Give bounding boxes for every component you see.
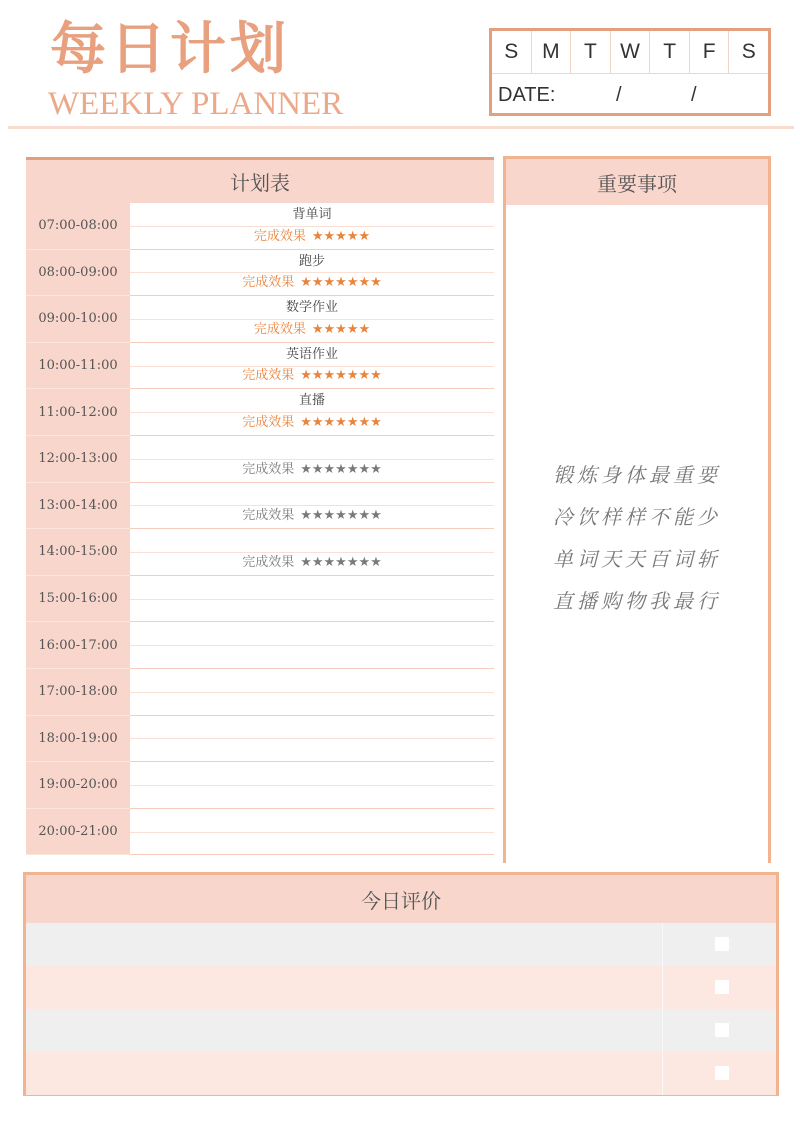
important-notes — [506, 454, 768, 622]
weekday-3[interactable]: W — [611, 31, 651, 73]
evaluation-title: 今日评价 — [26, 875, 776, 923]
time-slot: 07:00-08:00 — [26, 203, 130, 250]
rating-label: 完成效果 — [253, 228, 306, 244]
date-separator-2: / — [691, 84, 697, 106]
plan-row — [26, 250, 494, 297]
evaluation-row[interactable] — [26, 1009, 776, 1052]
evaluation-row[interactable] — [26, 923, 776, 966]
task-cell[interactable] — [130, 669, 494, 716]
completion-rating — [130, 460, 494, 480]
column-divider — [662, 1009, 663, 1052]
row-divider — [130, 738, 494, 739]
weekday-1[interactable]: M — [532, 31, 572, 73]
star-rating-icon[interactable]: ★★★★★ — [311, 321, 371, 337]
evaluation-row[interactable] — [26, 966, 776, 1009]
task-name: 英语作业 — [285, 346, 338, 362]
date-separator-1: / — [616, 84, 622, 106]
important-panel — [503, 156, 771, 863]
date-label: DATE: — [498, 84, 556, 106]
column-divider — [662, 1052, 663, 1095]
checkbox-icon[interactable] — [715, 1066, 729, 1080]
plan-row — [26, 296, 494, 343]
plan-row — [26, 529, 494, 576]
checkbox-icon[interactable] — [715, 980, 729, 994]
completion-rating — [130, 506, 494, 526]
time-slot: 15:00-16:00 — [26, 576, 130, 623]
task-cell[interactable] — [130, 250, 494, 297]
time-slot: 19:00-20:00 — [26, 762, 130, 809]
weekday-5[interactable]: F — [690, 31, 730, 73]
plan-row — [26, 576, 494, 623]
page-title: 每日计划 — [50, 16, 290, 82]
rating-label: 完成效果 — [242, 275, 295, 291]
star-rating-icon[interactable]: ★★★★★★★ — [300, 508, 382, 524]
task-name: 直播 — [298, 393, 325, 409]
time-slot: 16:00-17:00 — [26, 622, 130, 669]
time-slot: 13:00-14:00 — [26, 483, 130, 530]
task-cell[interactable] — [130, 716, 494, 763]
page-subtitle: WEEKLY PLANNER — [48, 86, 344, 122]
column-divider — [662, 966, 663, 1009]
important-note: 冷饮样样不能少 — [553, 505, 721, 529]
star-rating-icon[interactable]: ★★★★★★★ — [300, 414, 382, 430]
weekday-4[interactable]: T — [650, 31, 690, 73]
star-rating-icon[interactable]: ★★★★★ — [311, 228, 371, 244]
row-divider — [130, 692, 494, 693]
checkbox-icon[interactable] — [715, 1023, 729, 1037]
plan-row — [26, 762, 494, 809]
task-cell[interactable] — [130, 343, 494, 390]
evaluation-rows — [26, 923, 776, 1095]
completion-rating — [130, 413, 494, 433]
task-cell[interactable] — [130, 203, 494, 250]
star-rating-icon[interactable]: ★★★★★★★ — [300, 368, 382, 384]
task-cell[interactable] — [130, 529, 494, 576]
important-note: 直播购物我最行 — [553, 589, 721, 613]
task-cell[interactable] — [130, 389, 494, 436]
plan-row — [26, 203, 494, 250]
checkbox-icon[interactable] — [715, 937, 729, 951]
rating-label: 完成效果 — [242, 368, 295, 384]
important-note: 单词天天百词斩 — [553, 547, 721, 571]
completion-rating — [130, 227, 494, 247]
completion-rating — [130, 273, 494, 293]
row-divider — [130, 785, 494, 786]
task-name: 数学作业 — [285, 300, 338, 316]
header-divider — [8, 126, 794, 129]
time-slot: 20:00-21:00 — [26, 809, 130, 856]
time-slot: 18:00-19:00 — [26, 716, 130, 763]
rating-label: 完成效果 — [242, 554, 295, 570]
rating-label: 完成效果 — [242, 461, 295, 477]
weekday-0[interactable]: S — [492, 31, 532, 73]
task-cell[interactable] — [130, 762, 494, 809]
completion-rating — [130, 320, 494, 340]
weekday-2[interactable]: T — [571, 31, 611, 73]
weekday-6[interactable]: S — [741, 40, 756, 63]
time-slot: 14:00-15:00 — [26, 529, 130, 576]
row-divider — [130, 832, 494, 833]
row-divider — [130, 599, 494, 600]
plan-row — [26, 669, 494, 716]
evaluation-row[interactable] — [26, 1052, 776, 1095]
plan-row — [26, 343, 494, 390]
row-divider — [130, 645, 494, 646]
rating-label: 完成效果 — [242, 508, 295, 524]
weekday-row — [492, 31, 768, 74]
time-slot: 11:00-12:00 — [26, 389, 130, 436]
task-name: 背单词 — [292, 207, 332, 222]
task-cell[interactable] — [130, 436, 494, 483]
plan-rows — [26, 203, 494, 855]
completion-rating — [130, 553, 494, 573]
plan-row — [26, 436, 494, 483]
plan-row — [26, 622, 494, 669]
column-divider — [662, 923, 663, 966]
plan-row — [26, 716, 494, 763]
important-panel-title: 重要事项 — [506, 159, 768, 205]
time-slot: 08:00-09:00 — [26, 250, 130, 297]
star-rating-icon[interactable]: ★★★★★★★ — [300, 554, 382, 570]
rating-label: 完成效果 — [253, 321, 306, 337]
time-slot: 12:00-13:00 — [26, 436, 130, 483]
task-cell[interactable] — [130, 576, 494, 623]
plan-row — [26, 389, 494, 436]
task-cell[interactable] — [130, 809, 494, 856]
week-date-box — [489, 28, 771, 116]
plan-row — [26, 809, 494, 856]
task-name: 跑步 — [298, 253, 325, 269]
task-cell[interactable] — [130, 296, 494, 343]
plan-row — [26, 483, 494, 530]
time-slot: 10:00-11:00 — [26, 343, 130, 390]
task-cell[interactable] — [130, 483, 494, 530]
star-rating-icon[interactable]: ★★★★★★★ — [300, 461, 382, 477]
plan-table-title: 计划表 — [26, 157, 494, 203]
time-slot: 09:00-10:00 — [26, 296, 130, 343]
important-note: 锻炼身体最重要 — [553, 463, 721, 487]
star-rating-icon[interactable]: ★★★★★★★ — [300, 275, 382, 291]
rating-label: 完成效果 — [242, 414, 295, 430]
task-cell[interactable] — [130, 622, 494, 669]
time-slot: 17:00-18:00 — [26, 669, 130, 716]
date-row — [492, 74, 768, 113]
evaluation-panel — [23, 872, 779, 1096]
completion-rating — [130, 366, 494, 386]
plan-table — [26, 157, 494, 863]
